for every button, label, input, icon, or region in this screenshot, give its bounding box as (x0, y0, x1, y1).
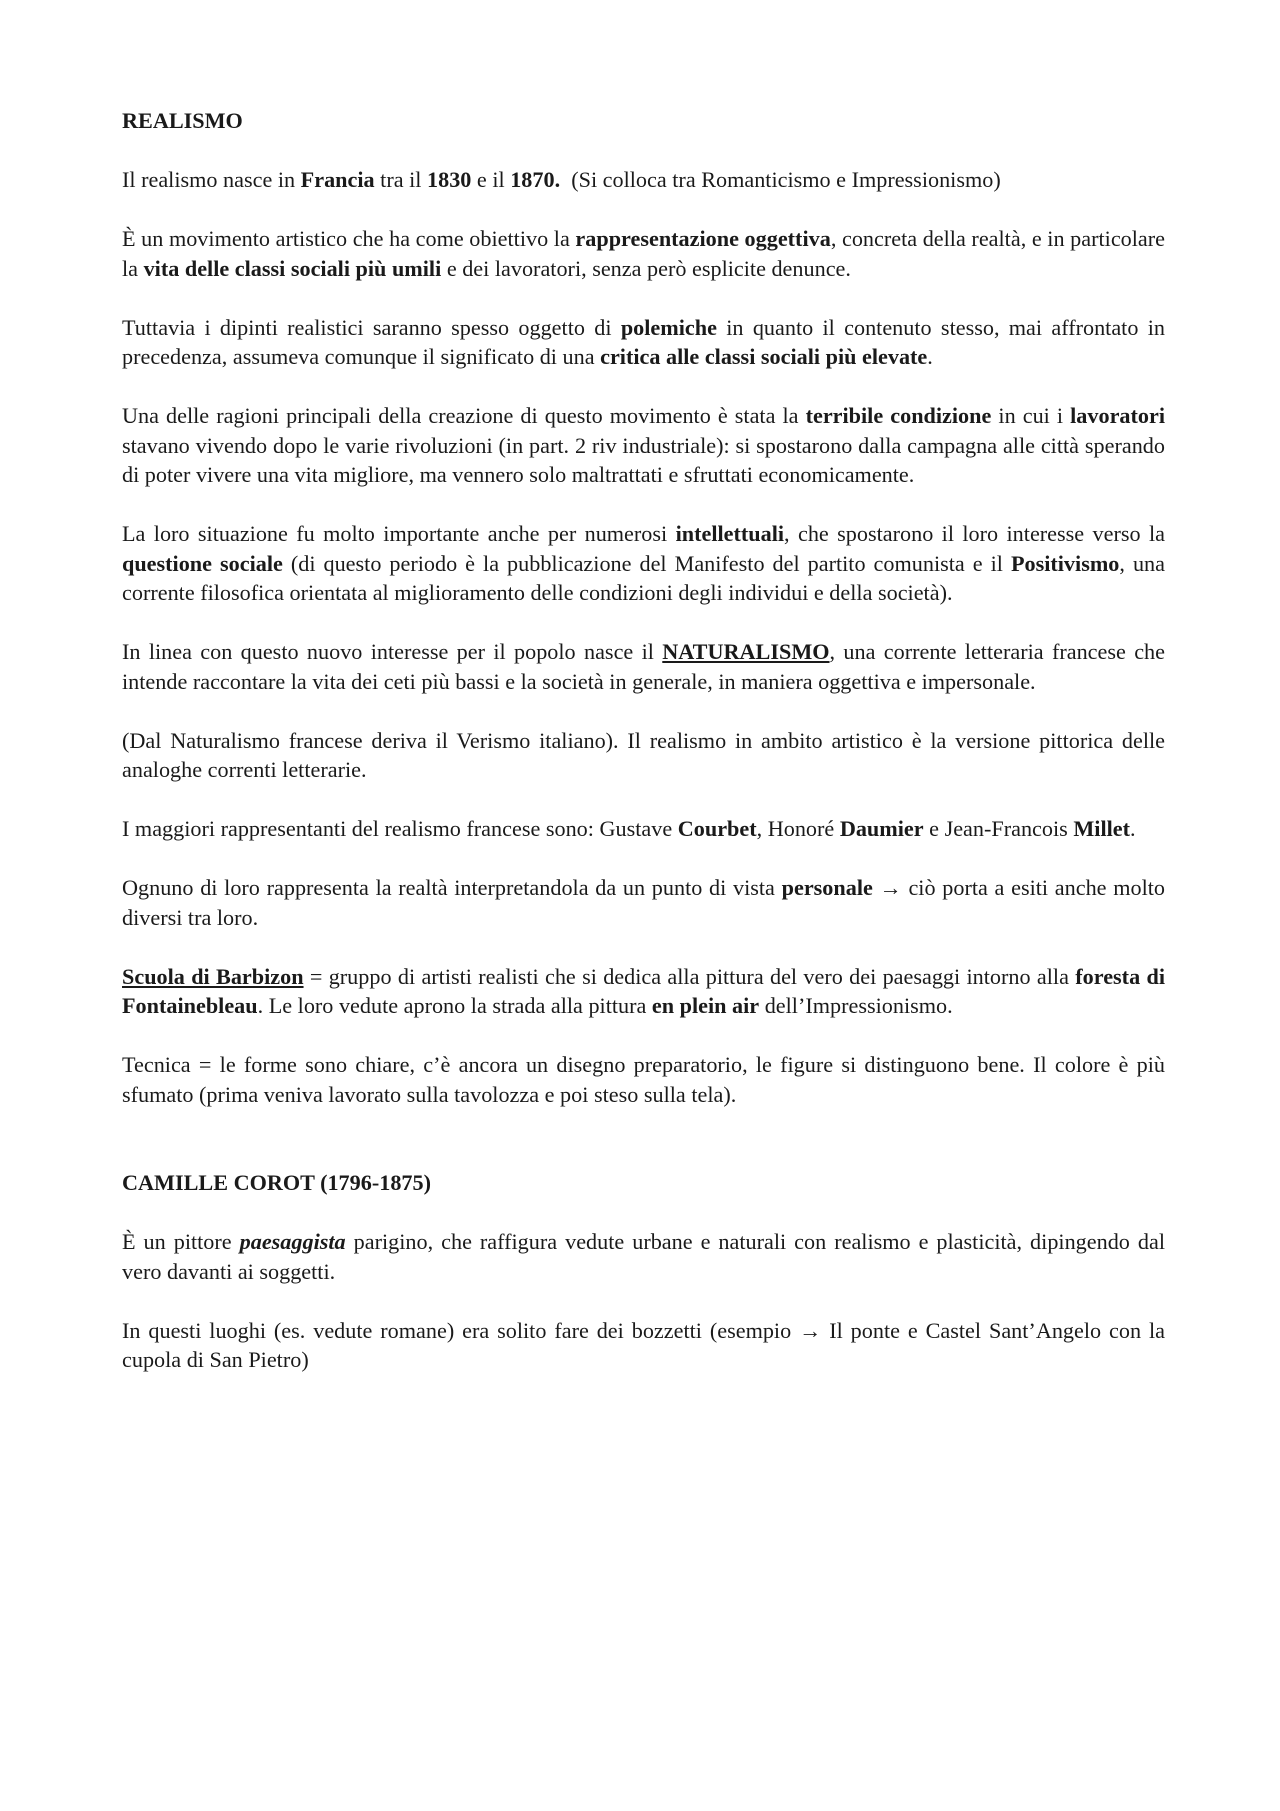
paragraph-corot-painter (122, 1227, 1165, 1286)
bold-run: vita delle classi sociali più umili (143, 255, 442, 281)
bold-run: 1870. (510, 167, 561, 192)
text-run: Il realismo nasce in (122, 167, 301, 192)
bold-italic-run: paesaggista (239, 1229, 346, 1254)
bold-underline-run: NATURALISMO (662, 639, 830, 664)
bold-run: Positivismo (1010, 550, 1120, 576)
text-run: La loro situazione fu molto importante anche per numerosi (122, 521, 676, 546)
document-page (122, 106, 1165, 1375)
text-run: = gruppo di artisti realisti che si dedica alla pittura del vero dei paesaggi intorno alla (303, 963, 1076, 989)
paragraph-corot-sketches: In questi luoghi (es. vedute romane) era solito fare dei bozzetti (esempio → Il ponte e Castel Sant’Angelo con la cupola di San Pietro) (122, 1317, 1165, 1372)
text-run: . (927, 344, 933, 369)
text-run: , una corrente filosofica orientata al miglioramento delle condizioni degli individui e della società). (122, 550, 1165, 605)
text-run: in quanto il contenuto stesso, mai affrontato in precedenza, assumeva comunque il significato di una (122, 314, 1165, 369)
bold-run: 1830 (427, 167, 472, 192)
text-run: (Si colloca tra Romanticismo e Impressionismo) (560, 167, 1001, 192)
text-run: È un pittore (122, 1229, 240, 1254)
paragraph-representatives (122, 814, 1165, 844)
heading-corot: CAMILLE COROT (1796-1875) (122, 1170, 431, 1195)
text-run: , una corrente letteraria francese che intende raccontare la vita dei ceti più bassi e la società in generale, in maniera oggettiva e impersonale. (122, 639, 1165, 694)
paragraph-technique: Tecnica = le forme sono chiare, c’è ancora un disegno preparatorio, le figure si distinguono bene. Il colore è più sfumato (prima veniva lavorato sulla tavolozza e poi steso sulla tela). (122, 1052, 1165, 1107)
paragraph-reasons (122, 401, 1165, 490)
text-run: I maggiori rappresentanti del realismo francese sono: Gustave (122, 816, 678, 841)
text-run: In linea con questo nuovo interesse per il popolo nasce il (122, 639, 663, 664)
text-run: , Honoré (756, 816, 840, 841)
bold-underline-run: Scuola di Barbizon (122, 963, 304, 989)
text-run: e Jean-Francois (923, 816, 1074, 841)
text-run: dell’Impressionismo. (759, 993, 953, 1018)
text-run: , concreta della realtà, e in particolare la (122, 226, 1166, 281)
text-run: Tuttavia i dipinti realistici saranno spesso oggetto di (122, 314, 621, 340)
text-run: e il (471, 167, 511, 192)
bold-run: personale (781, 875, 873, 900)
bold-run: Millet (1073, 816, 1131, 841)
text-run: stavano vivendo dopo le varie rivoluzioni (in part. 2 riv industriale): si spostarono dalla campagna alle città sperando di poter vivere una vita migliore, ma vennero solo maltrattati e sfruttati economicamente. (122, 432, 1165, 487)
text-run: . (1130, 816, 1136, 841)
paragraph-intellectuals (122, 519, 1165, 608)
text-run: , che spostarono il loro interesse verso la (784, 521, 1165, 546)
bold-run: en plein air (651, 993, 760, 1018)
text-run: parigino, che raffigura vedute urbane e naturali con realismo e plasticità, dipingendo dal vero davanti ai soggetti. (122, 1229, 1165, 1284)
bold-run: Daumier (839, 816, 924, 841)
paragraph-personal-view (122, 873, 1165, 932)
bold-run: critica alle classi sociali più elevate (600, 344, 928, 369)
text-run: (di questo periodo è la pubblicazione del Manifesto del partito comunista e il (282, 550, 1011, 576)
bold-run: foresta di Fontainebleau (122, 963, 1165, 1018)
paragraph-naturalismo (122, 637, 1165, 696)
heading-realismo: REALISMO (122, 108, 243, 133)
text-run: . Le loro vedute aprono la strada alla pittura (257, 993, 652, 1018)
text-run: e dei lavoratori, senza però esplicite denunce. (441, 255, 851, 281)
paragraph-origins (122, 165, 1165, 195)
paragraph-barbizon (122, 962, 1165, 1021)
bold-run: polemiche (620, 314, 717, 340)
bold-run: terribile condizione (805, 403, 992, 428)
text-run: in cui i (991, 403, 1071, 428)
text-run: tra il (374, 167, 427, 192)
paragraph-polemics (122, 313, 1165, 372)
bold-run: Courbet (677, 816, 757, 841)
text-run: → ciò porta a esiti anche molto diversi tra loro. (122, 875, 1165, 930)
bold-run: rappresentazione oggettiva (575, 226, 831, 251)
text-run: Una delle ragioni principali della creazione di questo movimento è stata la (122, 403, 806, 428)
paragraph-movement (122, 224, 1165, 283)
bold-run: questione sociale (122, 550, 283, 576)
bold-run: Francia (300, 167, 375, 192)
bold-run: lavoratori (1070, 403, 1166, 428)
bold-run: intellettuali (675, 521, 785, 546)
paragraph-verismo: (Dal Naturalismo francese deriva il Verismo italiano). Il realismo in ambito artistico è la versione pittorica delle analoghe correnti letterarie. (122, 727, 1165, 782)
text-run: È un movimento artistico che ha come obiettivo la (122, 226, 576, 251)
text-run: Ognuno di loro rappresenta la realtà interpretandola da un punto di vista (122, 875, 782, 900)
